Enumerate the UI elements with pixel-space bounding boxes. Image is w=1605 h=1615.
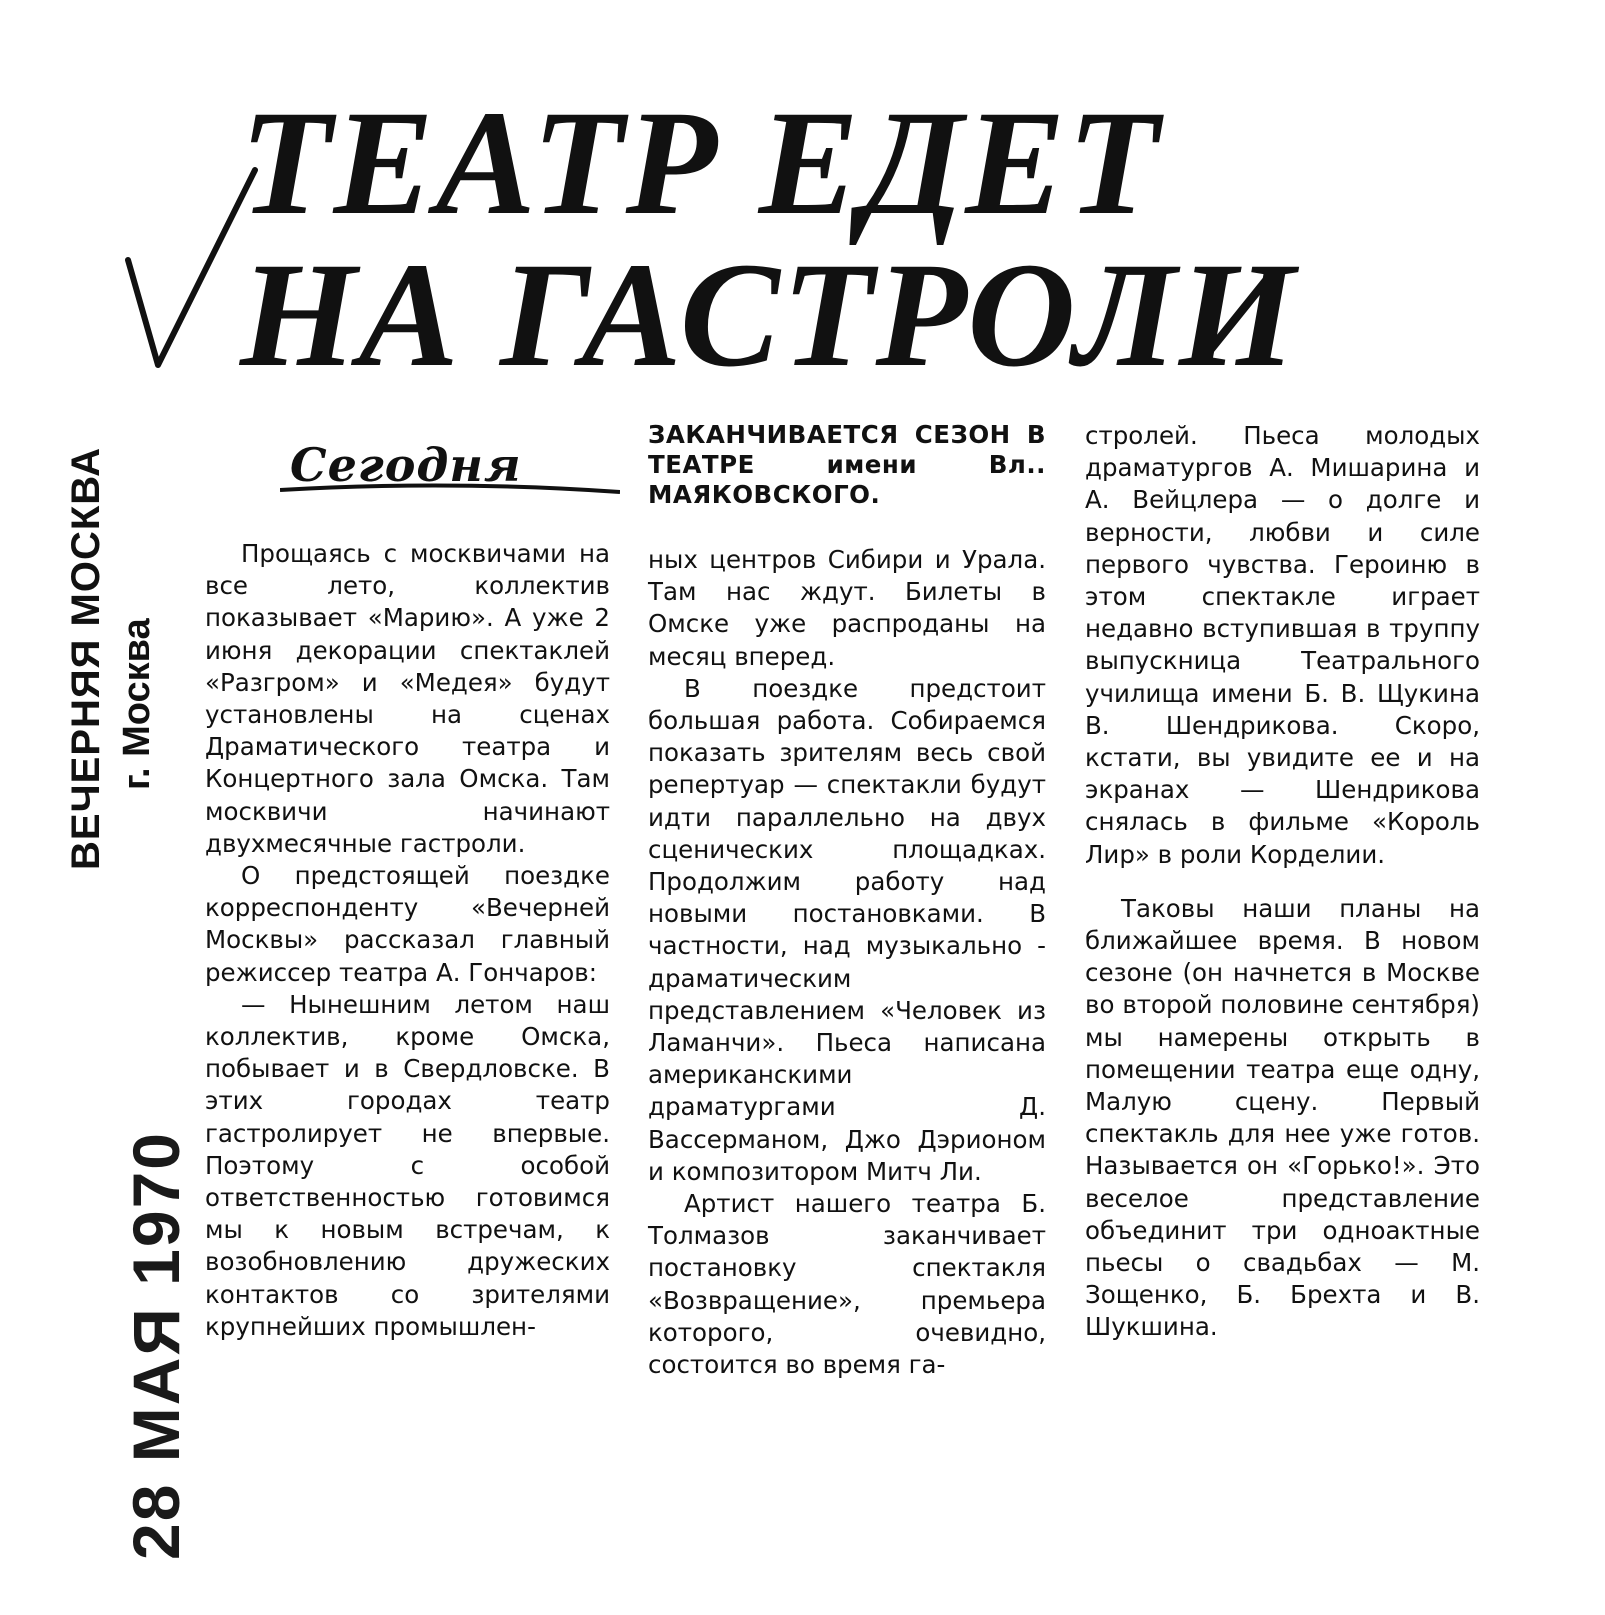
headline-line-1: ТЕАТР ЕДЕТ xyxy=(240,80,1161,246)
archive-stamp xyxy=(60,446,193,1560)
stamp-newspaper: ВЕЧЕРНЯЯ МОСКВА xyxy=(64,446,108,870)
article-column-1 xyxy=(205,538,610,1343)
stamp-date: 28 МАЯ 1970 xyxy=(119,1131,193,1560)
paragraph: — Нынешним летом наш коллектив, кроме Омска, побывает и в Свердловске. В этих городах театр гастролирует не впервые. Поэтому с особой ответственностью готовимся мы к новым встречам, к возобновлению дружеских контактов со зрителями крупнейших промышлен- xyxy=(205,989,610,1341)
paragraph: Прощаясь с москвичами на все лето, коллектив показывает «Марию». А уже 2 июня декорации спектаклей «Разгром» и «Медея» будут установлены на сценах Драматического театра и Концертного зала Омска. Там москвичи начинают двухмесячные гастроли. xyxy=(205,539,610,858)
paragraph: Артист нашего театра Б. Толмазов заканчивает постановку спектакля «Возвращение», премьера которого, очевидно, состоится во время га- xyxy=(648,1189,1046,1380)
paragraph: стролей. Пьеса молодых драматургов А. Мишарина и А. Вейцлера — о долге и верности, любви и силе первого чувства. Героиню в этом спектакле играет недавно вступившая в труппу выпускница Театрального училища имени Б. В. Щукина В. Шендрикова. Скоро, кстати, вы увидите ее и на экранах — Шендрикова снялась в фильме «Король Лир» в роли Корделии. xyxy=(1085,421,1480,869)
rubric-label: Сегодня xyxy=(290,438,522,492)
stamp-city: г. Москва xyxy=(116,618,158,790)
article-column-2 xyxy=(648,420,1046,1381)
headline-line-2: НА ГАСТРОЛИ xyxy=(240,232,1298,398)
paragraph: В поездке предстоит большая работа. Собираемся показать зрителям весь свой репертуар — спектакли будут идти параллельно на двух сценических площадках. Продолжим работу над новыми постановками. В частности, над музыкально - драматическим представлением «Человек из Ламанчи». Пьеса написана американскими драматургами Д. Вассерманом, Джо Дэрионом и композитором Митч Ли. xyxy=(648,673,1046,1186)
checkmark-icon xyxy=(120,160,260,380)
lead-paragraph: ЗАКАНЧИВАЕТСЯ СЕЗОН В ТЕАТРЕ имени Вл.. МАЯКОВСКОГО. xyxy=(648,420,1046,509)
paragraph: О предстоящей поездке корреспонденту «Вечерней Москвы» рассказал главный режиссер театра А. Гончаров: xyxy=(205,861,610,987)
paragraph: ных центров Сибири и Урала. Там нас ждут. Билеты в Омске уже распроданы на месяц вперед. xyxy=(648,545,1046,671)
rubric-underline-icon xyxy=(280,478,620,498)
article-column-3 xyxy=(1085,420,1480,1344)
paragraph: Таковы наши планы на ближайшее время. В новом сезоне (он начнется в Москве во второй половине сентября) мы намерены открыть в помещении театра еще одну, Малую сцену. Первый спектакль для нее уже готов. Называется он «Горько!». Это веселое представление объединит три одноактные пьесы о свадьбах — М. Зощенко, Б. Брехта и В. Шукшина. xyxy=(1085,893,1480,1342)
